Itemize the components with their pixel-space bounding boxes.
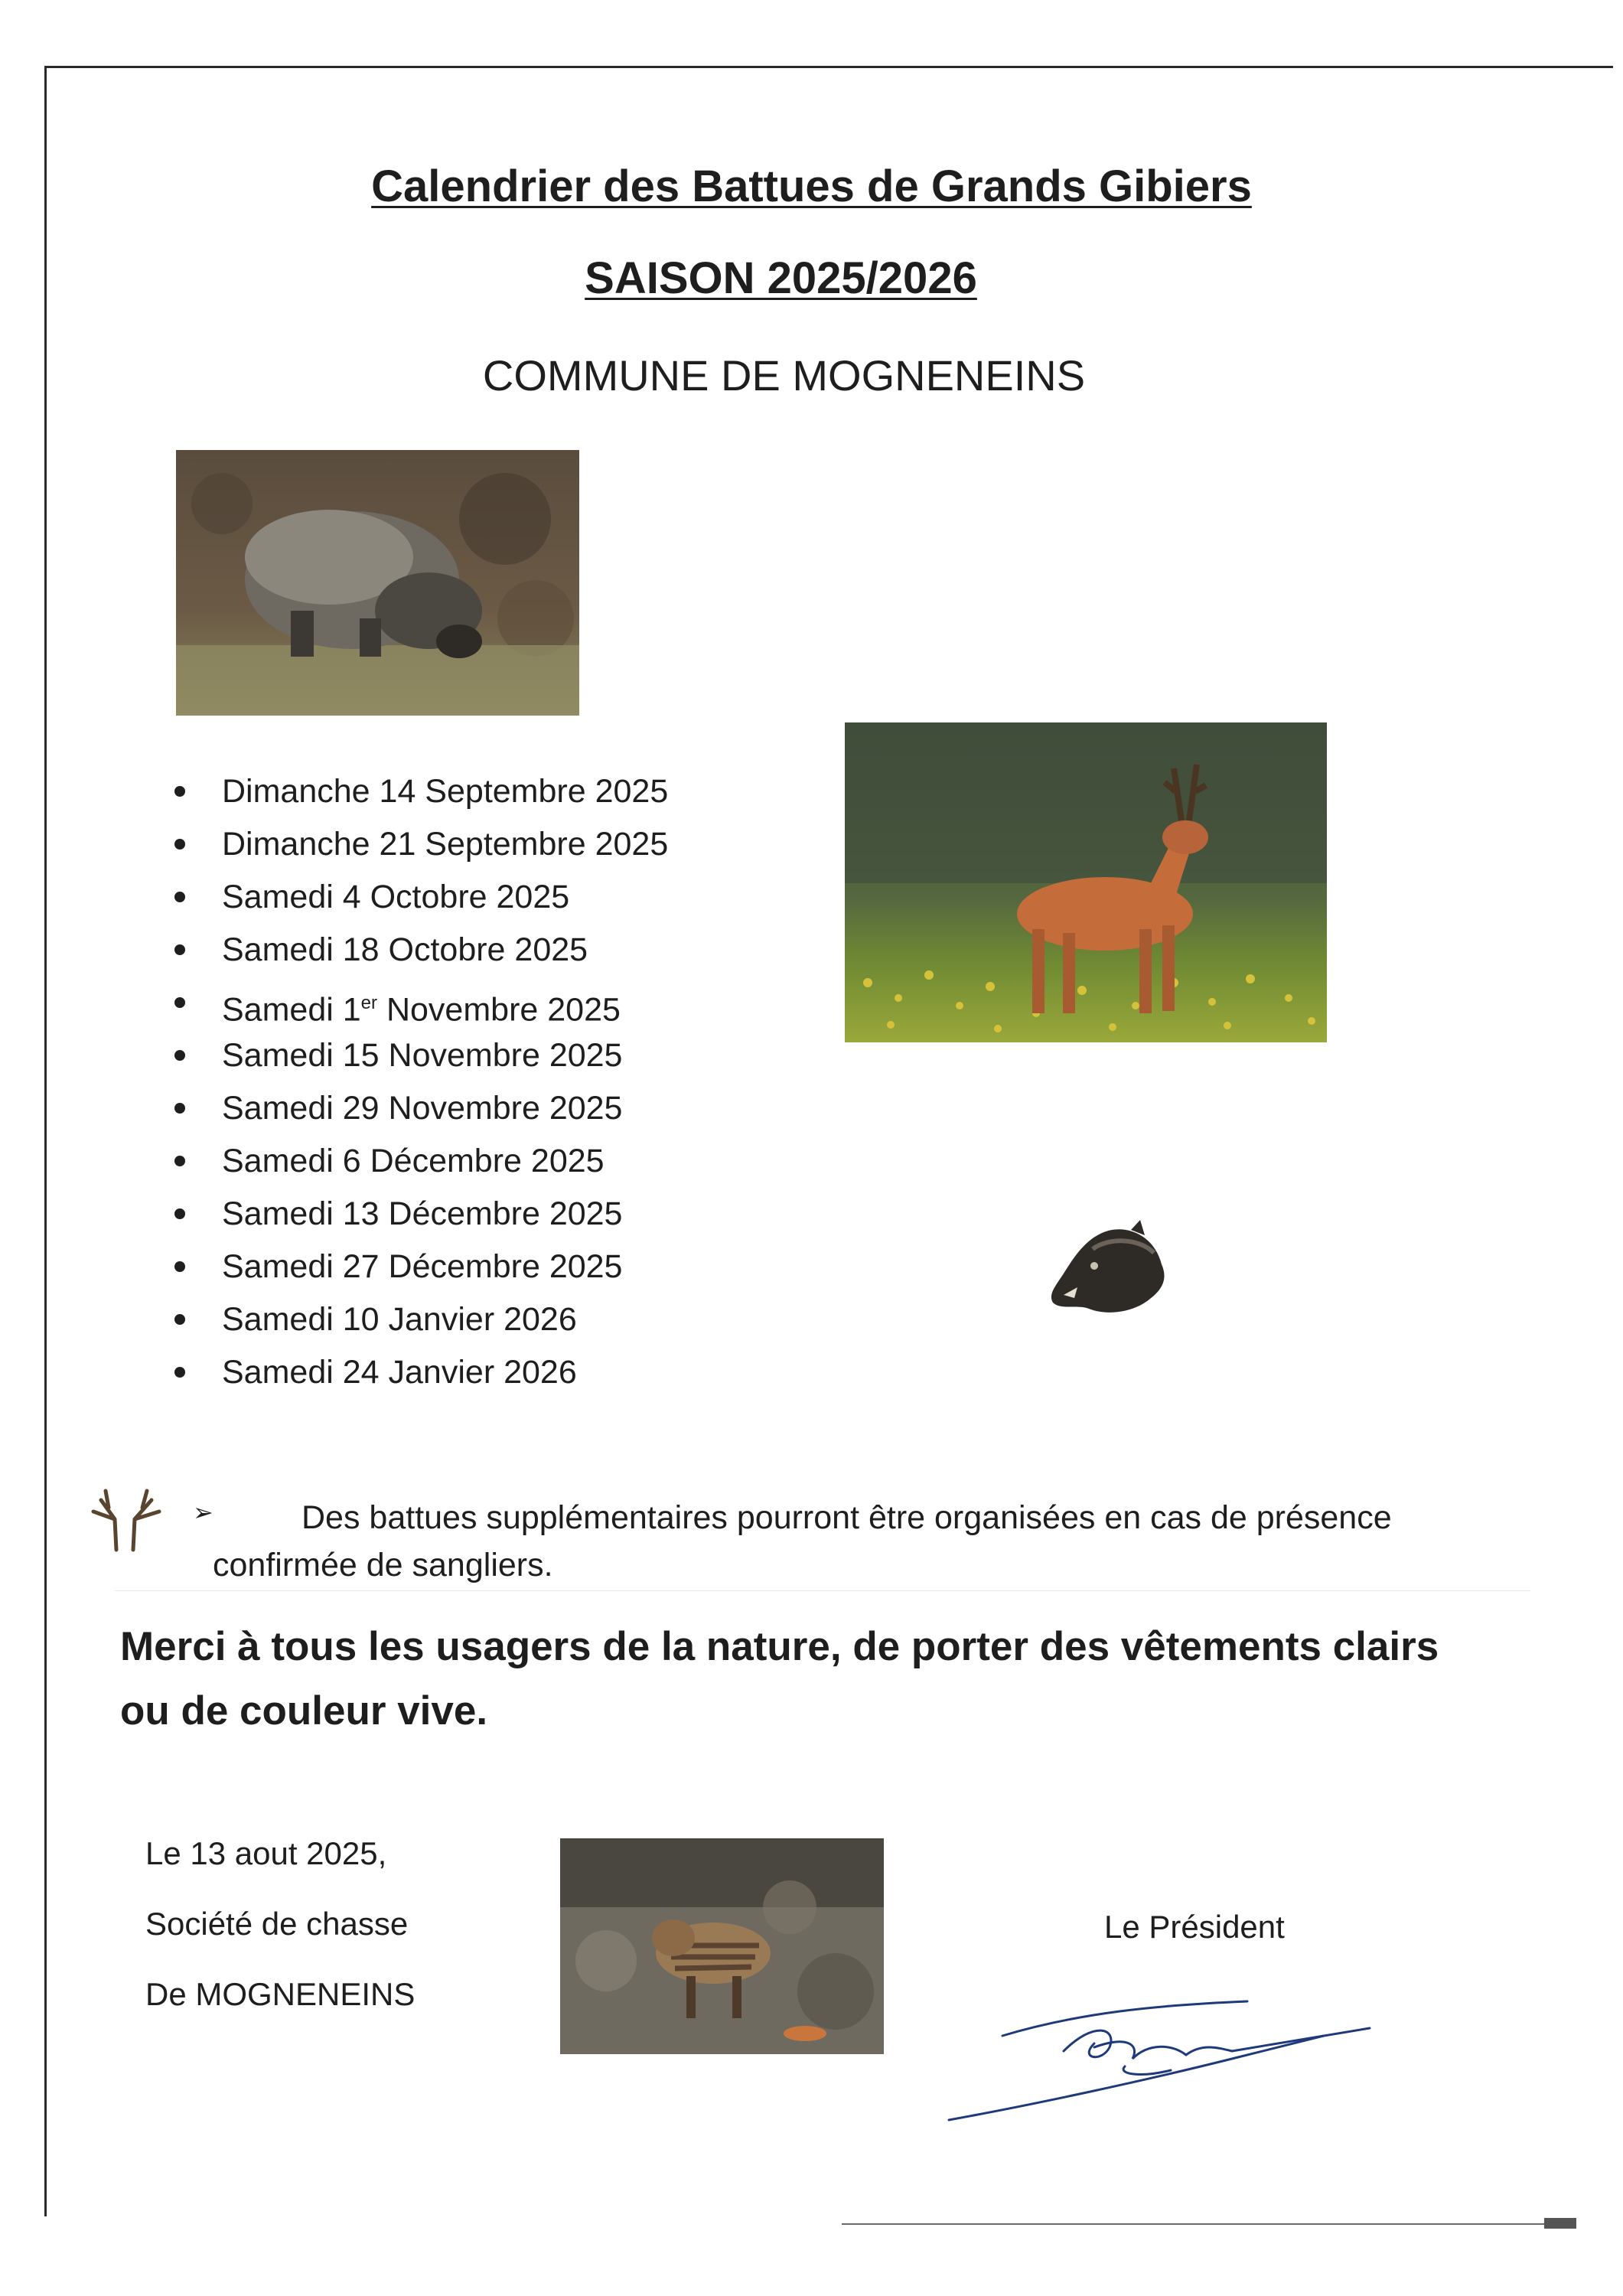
list-item: Samedi 13 Décembre 2025	[170, 1188, 668, 1241]
bullet-icon	[174, 1103, 185, 1114]
president-label: Le Président	[1104, 1909, 1285, 1945]
roe-deer-photo	[845, 722, 1327, 1042]
antler-icon	[86, 1477, 170, 1554]
list-item: Samedi 29 Novembre 2025	[170, 1082, 668, 1135]
bullet-icon	[174, 944, 185, 955]
note-text: Des battues supplémentaires pourront être organisées en cas de présence confirmée de sangliers.	[213, 1499, 1392, 1583]
appeal-text: Merci à tous les usagers de la nature, de porter des vêtements clairs ou de couleur vive.	[120, 1624, 1439, 1733]
bullet-icon	[174, 1261, 185, 1272]
footer-commune: De MOGNENEINS	[145, 1976, 416, 2012]
footer-society: Société de chasse	[145, 1906, 409, 1942]
bullet-icon	[174, 786, 185, 797]
list-item: Samedi 24 Janvier 2026	[170, 1346, 668, 1399]
list-item: Samedi 1er Novembre 2025	[170, 977, 668, 1029]
bullet-icon	[174, 892, 185, 902]
list-item: Dimanche 21 Septembre 2025	[170, 818, 668, 871]
frame-bottom-border	[842, 2223, 1546, 2225]
list-item: Samedi 10 Janvier 2026	[170, 1293, 668, 1346]
page-title: Calendrier des Battues de Grands Gibiers	[371, 161, 1252, 211]
hunt-dates-list	[170, 765, 668, 1399]
boar-head-icon	[1047, 1218, 1177, 1322]
frame-top-border	[44, 66, 1613, 68]
bullet-icon	[174, 997, 185, 1008]
list-item: Samedi 27 Décembre 2025	[170, 1241, 668, 1293]
list-item: Dimanche 14 Septembre 2025	[170, 765, 668, 818]
season-title: SAISON 2025/2026	[585, 253, 977, 303]
list-item: Samedi 18 Octobre 2025	[170, 924, 668, 977]
bullet-icon	[174, 839, 185, 850]
list-item: Samedi 4 Octobre 2025	[170, 871, 668, 924]
commune-title: COMMUNE DE MOGNENEINS	[482, 351, 1086, 400]
list-item: Samedi 15 Novembre 2025	[170, 1029, 668, 1082]
bullet-icon	[174, 1208, 185, 1219]
signature	[941, 1990, 1377, 2128]
boar-piglet-photo	[560, 1838, 884, 2054]
scan-line	[115, 1590, 1530, 1591]
list-item: Samedi 6 Décembre 2025	[170, 1135, 668, 1188]
bullet-icon	[174, 1050, 185, 1061]
footer-date: Le 13 aout 2025,	[145, 1835, 387, 1871]
wild-boar-photo	[176, 450, 579, 716]
scan-mark	[1544, 2218, 1576, 2229]
bullet-icon	[174, 1367, 185, 1378]
bullet-icon	[174, 1314, 185, 1325]
bullet-icon	[174, 1156, 185, 1166]
arrow-icon: ➢	[193, 1499, 213, 1526]
